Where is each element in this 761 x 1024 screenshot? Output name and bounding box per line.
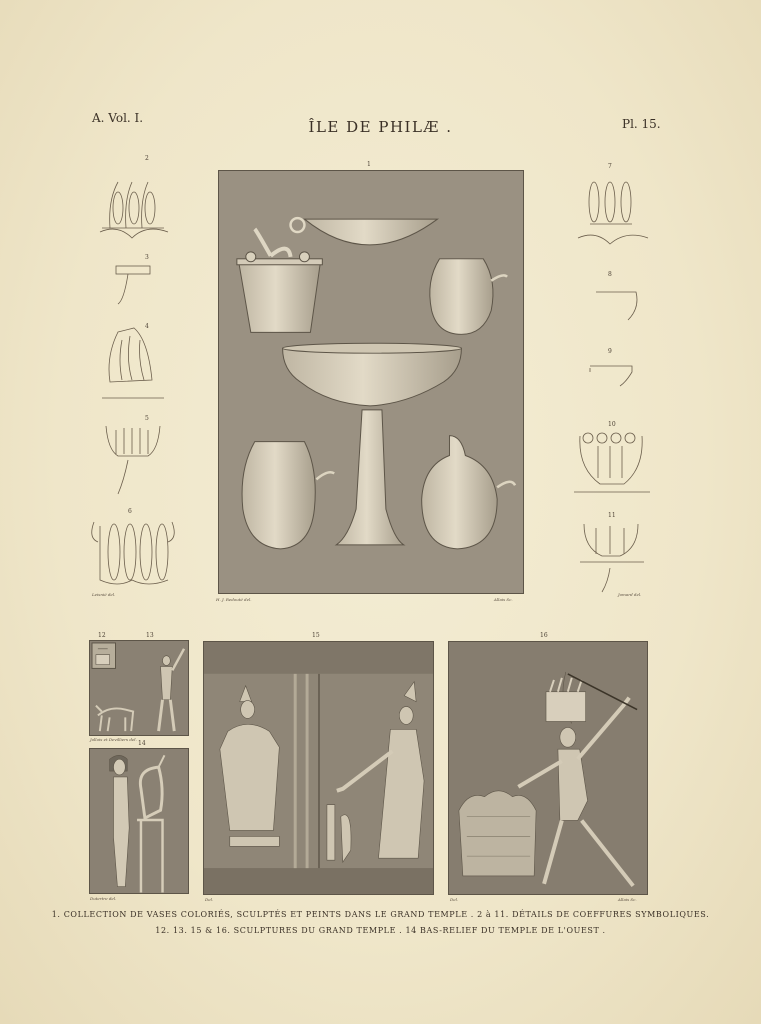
credit-fig16-right: Allais Sc. (618, 897, 637, 902)
figure-number-12: 12 (98, 632, 106, 639)
figure-number-2: 2 (145, 155, 149, 162)
volume-label: A. Vol. I. (92, 111, 144, 125)
relief-harpist (90, 749, 188, 893)
vases-panel (218, 170, 524, 594)
figure-number-14: 14 (138, 740, 146, 747)
relief-smiting-scene (449, 642, 647, 894)
credit-left-column: Leisnié del. (92, 592, 116, 597)
figure-number-4: 4 (145, 323, 149, 330)
figure-number-9: 9 (608, 348, 612, 355)
relief-figure-with-animal (90, 641, 188, 735)
relief-panel-15 (203, 641, 434, 895)
relief-panel-13 (89, 640, 189, 736)
figure-number-10: 10 (608, 421, 616, 428)
credit-right-column: Jomard del. (618, 592, 642, 597)
credit-fig14: Dutertre del. (90, 896, 117, 901)
figure-number-7: 7 (608, 163, 612, 170)
caption-line-2: 12. 13. 15 & 16. SCULPTURES DU GRAND TEMPLE . 14 BAS-RELIEF DU TEMPLE DE L'OUEST . (155, 926, 606, 935)
left-headdress-drawings (88, 160, 178, 590)
figure-number-3: 3 (145, 254, 149, 261)
credit-fig16-left: Del. (450, 897, 459, 902)
figure-number-15: 15 (312, 632, 320, 639)
right-headdress-drawings (570, 168, 654, 596)
credit-main-left: H. J. Redouté del. (216, 597, 252, 602)
credit-main-right: Allais Sc. (494, 597, 513, 602)
figure-number-11: 11 (608, 512, 616, 519)
plate-title: ÎLE DE PHILÆ . (308, 118, 453, 136)
relief-offering-scene (204, 642, 433, 894)
plate-number: Pl. 15. (622, 117, 661, 131)
figure-number-5: 5 (145, 415, 149, 422)
figure-number-1: 1 (367, 161, 371, 168)
relief-panel-16 (448, 641, 648, 895)
relief-panel-14 (89, 748, 189, 894)
figure-number-6: 6 (128, 508, 132, 515)
credit-fig15: Del. (205, 897, 214, 902)
figure-number-8: 8 (608, 271, 612, 278)
figure-number-16: 16 (540, 632, 548, 639)
caption-line-1: 1. COLLECTION DE VASES COLORIÉS, SCULPTÉS ET PEINTS DANS LE GRAND TEMPLE . 2 à 11. DÉTAILS DE COEFFURES SYMBOLIQUES. (51, 910, 710, 919)
figure-number-13: 13 (146, 632, 154, 639)
vases-illustration (219, 171, 523, 593)
credit-fig13: Jollois et Devilliers del. (90, 737, 137, 742)
